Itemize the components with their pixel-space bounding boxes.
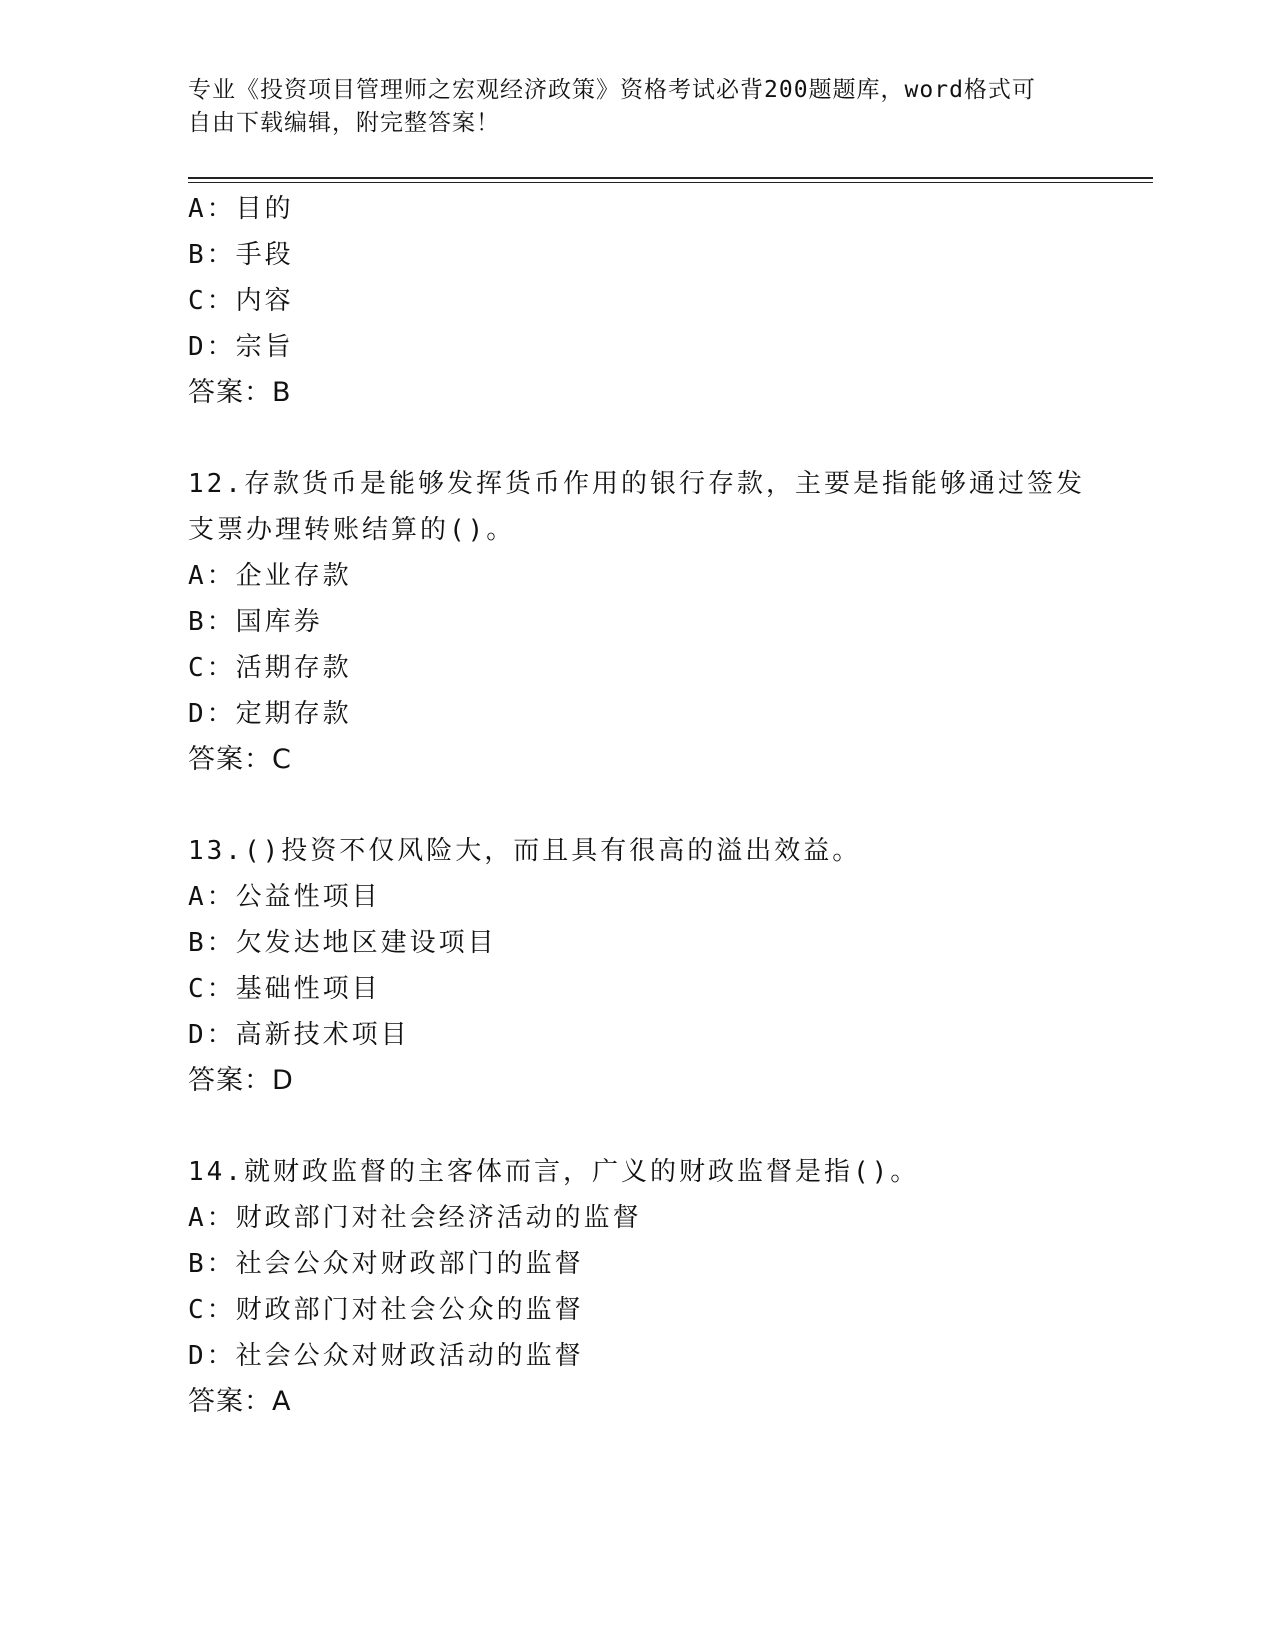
- option-b: B：手段: [188, 240, 294, 270]
- question-13: [188, 828, 1088, 1104]
- option-d: D：宗旨: [188, 332, 294, 362]
- question-list: [188, 186, 1088, 1425]
- option-b: B：欠发达地区建设项目: [188, 928, 497, 958]
- answer-line: 答案：D: [188, 1065, 294, 1096]
- option-c: C：财政部门对社会公众的监督: [188, 1295, 584, 1325]
- question-stem-line-1: 12.存款货币是能够发挥货币作用的银行存款，主要是指能够通过签发: [188, 469, 1085, 499]
- spacer: [188, 416, 1088, 461]
- answer-line: 答案：A: [188, 1386, 292, 1417]
- option-b: B：社会公众对财政部门的监督: [188, 1249, 584, 1279]
- option-a: A：财政部门对社会经济活动的监督: [188, 1203, 642, 1233]
- option-b: B：国库券: [188, 607, 323, 637]
- option-c: C：内容: [188, 286, 294, 316]
- answer-line: 答案：C: [188, 744, 292, 775]
- question-stem-line-1: 14.就财政监督的主客体而言，广义的财政监督是指()。: [188, 1157, 920, 1187]
- answer-line: 答案：B: [188, 377, 292, 408]
- option-a: A：目的: [188, 194, 294, 224]
- option-d: D：社会公众对财政活动的监督: [188, 1341, 584, 1371]
- header-divider-thin: [188, 182, 1153, 183]
- question-11: [188, 186, 1088, 416]
- question-14: [188, 1149, 1088, 1425]
- question-12: [188, 461, 1088, 783]
- option-c: C：基础性项目: [188, 974, 381, 1004]
- option-a: A：公益性项目: [188, 882, 381, 912]
- question-stem-line-1: 13.()投资不仅风险大，而且具有很高的溢出效益。: [188, 836, 862, 866]
- header-line-2: 自由下载编辑，附完整答案！: [188, 110, 500, 136]
- option-c: C：活期存款: [188, 653, 352, 683]
- header-divider-thick: [188, 177, 1153, 179]
- question-stem-line-2: 支票办理转账结算的()。: [188, 515, 516, 545]
- header-line-1: 专业《投资项目管理师之宏观经济政策》资格考试必背200题题库，word格式可: [188, 77, 1036, 103]
- spacer: [188, 1104, 1088, 1149]
- option-a: A：企业存款: [188, 561, 352, 591]
- option-d: D：高新技术项目: [188, 1020, 410, 1050]
- document-header: [188, 74, 1068, 140]
- spacer: [188, 783, 1088, 828]
- option-d: D：定期存款: [188, 699, 352, 729]
